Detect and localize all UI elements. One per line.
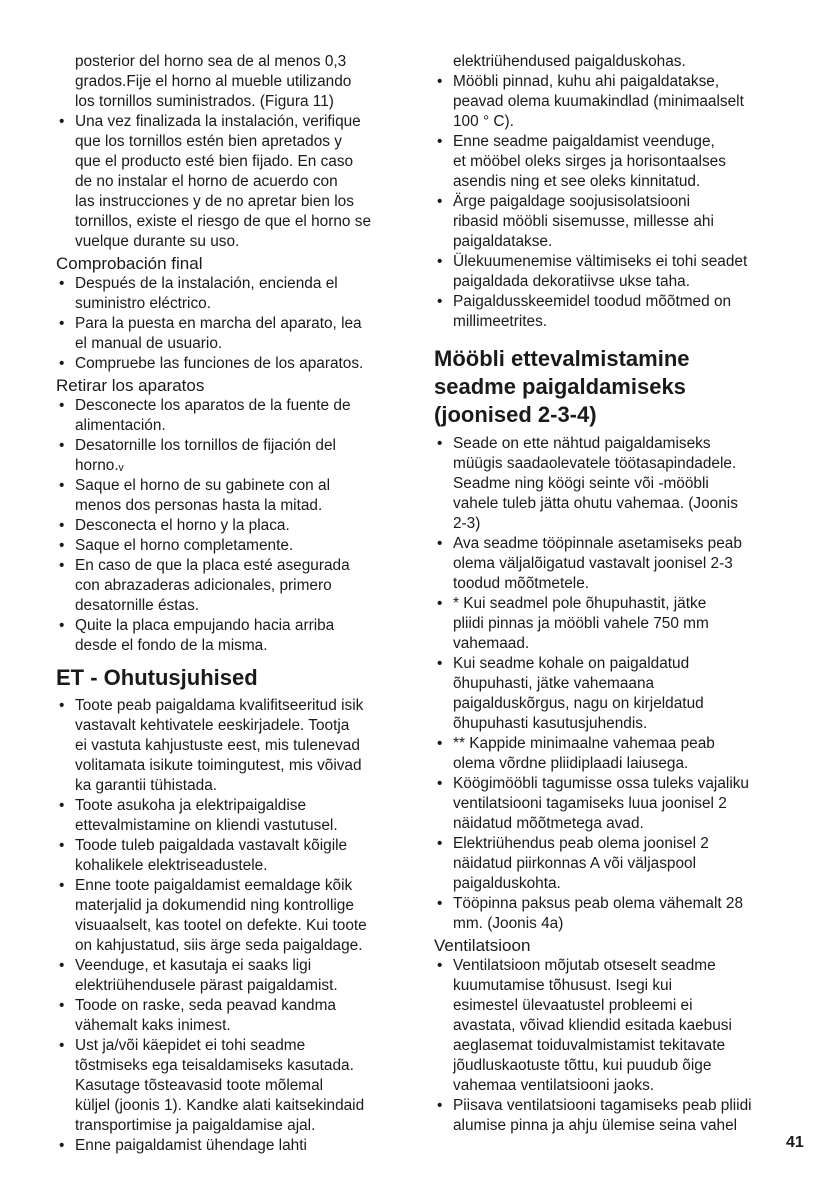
list-item: • Enne seadme paigaldamist veenduge, et mööbel oleks sirges ja horisontaalses asendis ning et see oleks kinnitatud. <box>434 132 784 192</box>
section-heading-ventilatsioon: Ventilatsioon <box>434 936 531 955</box>
list-item: • Seade on ette nähtud paigaldamiseks müügis saadaolevatele töötasapindadele. Seadme ning köögi seinte või -mööbli vahele tuleb jätta ohutu vahemaa. (Joonis 2-3) <box>434 434 784 534</box>
intro-list <box>56 112 406 252</box>
list-item: • Ventilatsioon mõjutab otseselt seadme kuumutamise tõhusust. Isegi kui esimestel ülevaatustel probleemi ei avastata, võivad kliendid esitada kaebusi aeglasemat toiduvalmistamist tekitavate jõudluskaotuste tõttu, kui puudub õige vahemaa ventilatsiooni jaoks. <box>434 956 784 1096</box>
section-heading-comprobacion: Comprobación final <box>56 254 203 273</box>
list-item: • Desatornille los tornillos de fijación del horno.ᵥ <box>56 436 406 476</box>
list-item: • Saque el horno de su gabinete con al menos dos personas hasta la mitad. <box>56 476 406 516</box>
left-column <box>56 52 406 1156</box>
list-item: • Compruebe las funciones de los aparatos. <box>56 354 406 374</box>
right-column <box>434 52 784 1136</box>
page-number: 41 <box>786 1134 804 1151</box>
list-item: • Ust ja/või käepidet ei tohi seadme tõstmiseks ega teisaldamiseks kasutada. Kasutage tõsteavasid toote mõlemal küljel (joonis 1). Kandke alati kaitsekindaid transportimise ja paigaldamise ajal. <box>56 1036 406 1136</box>
list-item: • Desconecta el horno y la placa. <box>56 516 406 536</box>
list-item: • ** Kappide minimaalne vahemaa peab olema võrdne pliidiplaadi laiusega. <box>434 734 784 774</box>
list-item: • Para la puesta en marcha del aparato, lea el manual de usuario. <box>56 314 406 354</box>
intro-list <box>434 72 784 332</box>
retirar-list <box>56 396 406 656</box>
list-item: • * Kui seadmel pole õhupuhastit, jätke pliidi pinnas ja mööbli vahele 750 mm vahemaad. <box>434 594 784 654</box>
list-item: • Tööpinna paksus peab olema vähemalt 28 mm. (Joonis 4a) <box>434 894 784 934</box>
et-list <box>56 696 406 1156</box>
section-heading-moobli: Mööbli ettevalmistamine seadme paigaldamiseks (joonised 2-3-4) <box>434 346 690 427</box>
section-heading-et: ET - Ohutusjuhised <box>56 665 258 690</box>
moobli-list <box>434 434 784 934</box>
list-item: • Toode on raske, seda peavad kandma vähemalt kaks inimest. <box>56 996 406 1036</box>
list-item: • Después de la instalación, encienda el suministro eléctrico. <box>56 274 406 314</box>
list-item: • Ava seadme tööpinnale asetamiseks peab olema väljalõigatud vastavalt joonisel 2-3 toodud mõõtmetele. <box>434 534 784 594</box>
list-item: • Mööbli pinnad, kuhu ahi paigaldatakse, peavad olema kuumakindlad (minimaalselt 100 ° C). <box>434 72 784 132</box>
list-item: • Piisava ventilatsiooni tagamiseks peab pliidi alumise pinna ja ahju ülemise seina vahel <box>434 1096 784 1136</box>
list-item: • Saque el horno completamente. <box>56 536 406 556</box>
list-item: • Paigaldusskeemidel toodud mõõtmed on millimeetrites. <box>434 292 784 332</box>
list-item: • Veenduge, et kasutaja ei saaks ligi elektriühendusele pärast paigaldamist. <box>56 956 406 996</box>
list-item: • Toote peab paigaldama kvalifitseeritud isik vastavalt kehtivatele eeskirjadele. Tootja ei vastuta kahjustuste eest, mis tulenevad volitamata isikute toimingutest, mis võivad ka garantii tühistada. <box>56 696 406 796</box>
list-item: • Enne toote paigaldamist eemaldage kõik materjalid ja dokumendid ning kontrollige visuaalselt, kas tootel on defekte. Kui toote on kahjustatud, siis ärge seda paigaldage. <box>56 876 406 956</box>
list-item: • Toode tuleb paigaldada vastavalt kõigile kohalikele elektriseadustele. <box>56 836 406 876</box>
list-item: • Elektriühendus peab olema joonisel 2 näidatud piirkonnas A või väljaspool paigalduskohta. <box>434 834 784 894</box>
ventilatsioon-list <box>434 956 784 1136</box>
list-item: • Kui seadme kohale on paigaldatud õhupuhasti, jätke vahemaana paigalduskõrgus, nagu on kirjeldatud õhupuhasti kasutusjuhendis. <box>434 654 784 734</box>
list-item: • Quite la placa empujando hacia arriba desde el fondo de la misma. <box>56 616 406 656</box>
list-item: • Köögimööbli tagumisse ossa tuleks vajaliku ventilatsiooni tagamiseks luua joonisel 2 näidatud mõõtmetega avad. <box>434 774 784 834</box>
list-item: • Toote asukoha ja elektripaigaldise ettevalmistamine on kliendi vastutusel. <box>56 796 406 836</box>
section-heading-retirar: Retirar los aparatos <box>56 376 205 395</box>
list-item: • Ülekuumenemise vältimiseks ei tohi seadet paigaldada dekoratiivse ukse taha. <box>434 252 784 292</box>
continuation-text: posterior del horno sea de al menos 0,3 grados.Fije el horno al mueble utilizando los tornillos suministrados. (Figura 11) <box>75 53 352 110</box>
continuation-text: elektriühendused paigalduskohas. <box>453 53 686 70</box>
list-item: • Desconecte los aparatos de la fuente de alimentación. <box>56 396 406 436</box>
list-item: • Enne paigaldamist ühendage lahti <box>56 1136 406 1156</box>
comprobacion-list <box>56 274 406 374</box>
list-item: • Ärge paigaldage soojusisolatsiooni ribasid mööbli sisemusse, millesse ahi paigaldatakse. <box>434 192 784 252</box>
list-item: • En caso de que la placa esté asegurada con abrazaderas adicionales, primero desatornille éstas. <box>56 556 406 616</box>
list-item: • Una vez finalizada la instalación, verifique que los tornillos estén bien apretados y que el producto esté bien fijado. En caso de no instalar el horno de acuerdo con las instrucciones y de no apretar bien los tornillos, existe el riesgo de que el horno se vuelque durante su uso. <box>56 112 406 252</box>
